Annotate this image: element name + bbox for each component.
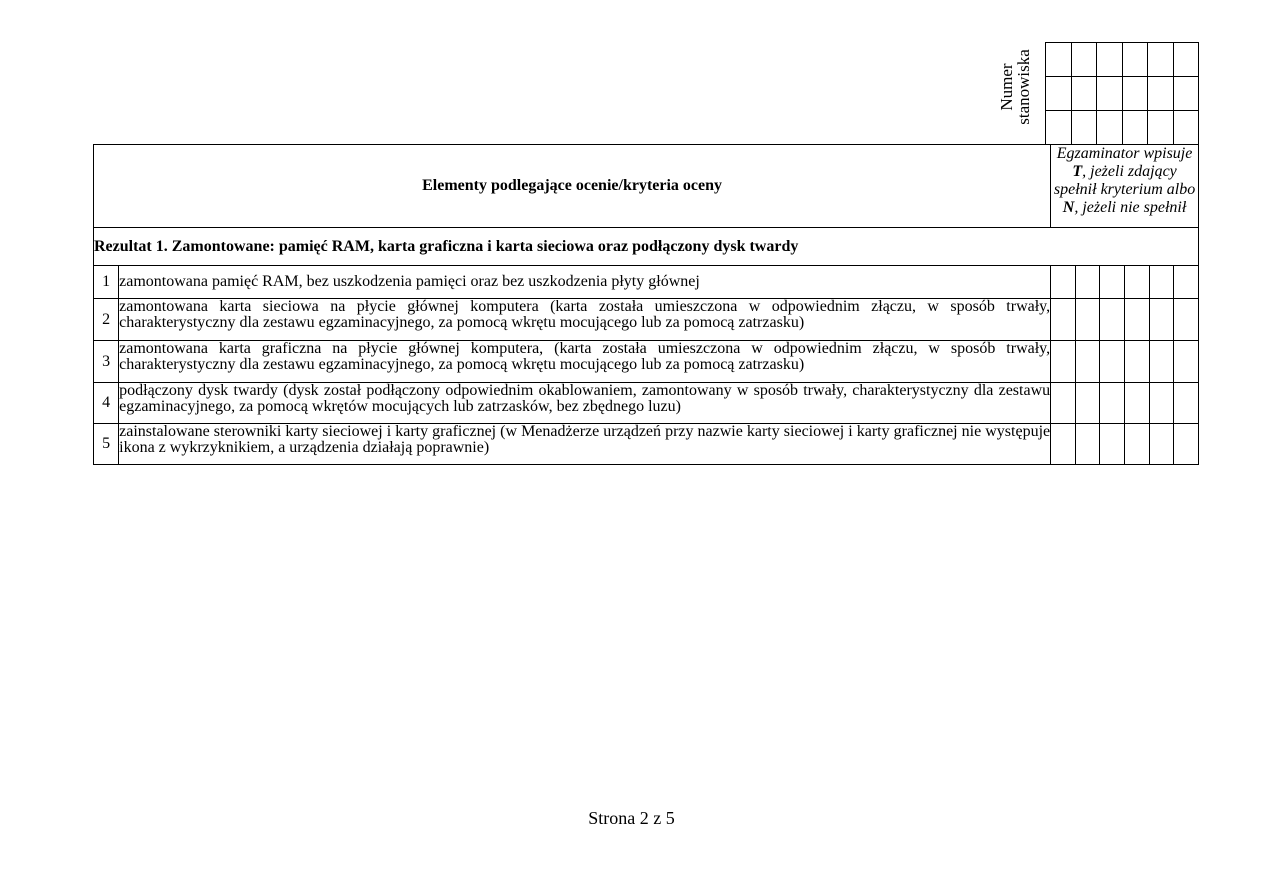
station-digit-cell[interactable] <box>1071 43 1097 77</box>
station-grid-row <box>1046 43 1199 77</box>
instruction-part: T <box>1072 163 1083 180</box>
criterion-row <box>94 424 1199 465</box>
mark-cell[interactable] <box>1149 299 1174 341</box>
instruction-part: , jeżeli nie spełnił <box>1074 199 1187 216</box>
station-digit-cell[interactable] <box>1148 111 1174 145</box>
station-digit-cell[interactable] <box>1071 77 1097 111</box>
criterion-text: zamontowana karta graficzna na płycie głównej komputera, (karta została umieszczona w odpowiednim złączu, w sposób trwały, charakterystyczny dla zestawu egzaminacyjnego, za pomocą wkrętu mocującego lub za pomocą zatrzasku) <box>119 341 1051 383</box>
station-label-line1: Numer <box>997 63 1016 111</box>
mark-cell[interactable] <box>1149 266 1174 299</box>
station-label-line2: stanowiska <box>1014 49 1033 125</box>
mark-cell[interactable] <box>1075 383 1100 424</box>
criterion-row <box>94 266 1199 299</box>
table-header-row <box>94 145 1199 228</box>
station-digit-cell[interactable] <box>1148 43 1174 77</box>
mark-cell[interactable] <box>1100 383 1125 424</box>
mark-cell[interactable] <box>1051 266 1076 299</box>
criterion-text: zainstalowane sterowniki karty sieciowej i karty graficznej (w Menadżerze urządzeń przy nazwie karty sieciowej i karty graficznej nie występuje ikona z wykrzyknikiem, a urządzenia działają poprawnie) <box>119 424 1051 465</box>
mark-cell[interactable] <box>1149 383 1174 424</box>
criterion-number: 2 <box>94 299 119 341</box>
mark-cell[interactable] <box>1100 424 1125 465</box>
criterion-number: 5 <box>94 424 119 465</box>
mark-cell[interactable] <box>1100 341 1125 383</box>
criterion-row <box>94 383 1199 424</box>
station-digit-cell[interactable] <box>1046 77 1072 111</box>
criterion-row <box>94 299 1199 341</box>
mark-cell[interactable] <box>1174 383 1199 424</box>
criterion-number: 4 <box>94 383 119 424</box>
station-number-grid <box>1045 42 1199 145</box>
mark-cell[interactable] <box>1075 341 1100 383</box>
instruction-part: Egzaminator wpisuje <box>1056 145 1193 162</box>
criterion-text: zamontowana karta sieciowa na płycie głównej komputera (karta została umieszczona w odpowiednim złączu, w sposób trwały, charakterystyczny dla zestawu egzaminacyjnego, za pomocą wkrętu mocującego lub za pomocą zatrzasku) <box>119 299 1051 341</box>
station-digit-cell[interactable] <box>1046 111 1072 145</box>
station-digit-cell[interactable] <box>1148 77 1174 111</box>
mark-cell[interactable] <box>1149 341 1174 383</box>
examiner-instruction <box>1051 145 1199 228</box>
criteria-header: Elementy podlegające ocenie/kryteria oceny <box>94 145 1051 228</box>
assessment-table <box>93 144 1199 465</box>
mark-cell[interactable] <box>1051 383 1076 424</box>
station-digit-cell[interactable] <box>1097 43 1123 77</box>
station-digit-cell[interactable] <box>1173 77 1199 111</box>
mark-cell[interactable] <box>1125 383 1150 424</box>
mark-cell[interactable] <box>1100 266 1125 299</box>
station-digit-cell[interactable] <box>1122 111 1148 145</box>
mark-cell[interactable] <box>1125 299 1150 341</box>
mark-cell[interactable] <box>1174 341 1199 383</box>
mark-cell[interactable] <box>1174 299 1199 341</box>
mark-cell[interactable] <box>1100 299 1125 341</box>
criterion-number: 1 <box>94 266 119 299</box>
station-grid-row <box>1046 77 1199 111</box>
station-digit-cell[interactable] <box>1173 43 1199 77</box>
mark-cell[interactable] <box>1174 266 1199 299</box>
mark-cell[interactable] <box>1051 424 1076 465</box>
station-grid-row <box>1046 111 1199 145</box>
result-row <box>94 228 1199 266</box>
instruction-part: N <box>1062 199 1075 216</box>
mark-cell[interactable] <box>1075 266 1100 299</box>
criterion-row <box>94 341 1199 383</box>
station-digit-cell[interactable] <box>1071 111 1097 145</box>
mark-cell[interactable] <box>1149 424 1174 465</box>
mark-cell[interactable] <box>1125 266 1150 299</box>
criterion-number: 3 <box>94 341 119 383</box>
instruction-part: , jeżeli zdający spełnił kryterium albo <box>1053 163 1196 198</box>
result-title: Rezultat 1. Zamontowane: pamięć RAM, karta graficzna i karta sieciowa oraz podłączony dysk twardy <box>94 228 1199 266</box>
station-digit-cell[interactable] <box>1122 43 1148 77</box>
mark-cell[interactable] <box>1174 424 1199 465</box>
criterion-text: podłączony dysk twardy (dysk został podłączony odpowiednim okablowaniem, zamontowany w sposób trwały, charakterystyczny dla zestawu egzaminacyjnego, za pomocą wkrętów mocujących lub zatrzasków, bez zbędnego luzu) <box>119 383 1051 424</box>
station-digit-cell[interactable] <box>1097 77 1123 111</box>
station-digit-cell[interactable] <box>1046 43 1072 77</box>
mark-cell[interactable] <box>1125 341 1150 383</box>
station-digit-cell[interactable] <box>1173 111 1199 145</box>
station-digit-cell[interactable] <box>1122 77 1148 111</box>
mark-cell[interactable] <box>1125 424 1150 465</box>
page-number: Strona 2 z 5 <box>588 808 675 828</box>
station-number-label <box>993 42 1037 132</box>
mark-cell[interactable] <box>1075 299 1100 341</box>
criterion-text: zamontowana pamięć RAM, bez uszkodzenia pamięci oraz bez uszkodzenia płyty głównej <box>119 266 1051 299</box>
mark-cell[interactable] <box>1075 424 1100 465</box>
mark-cell[interactable] <box>1051 299 1076 341</box>
station-digit-cell[interactable] <box>1097 111 1123 145</box>
mark-cell[interactable] <box>1051 341 1076 383</box>
